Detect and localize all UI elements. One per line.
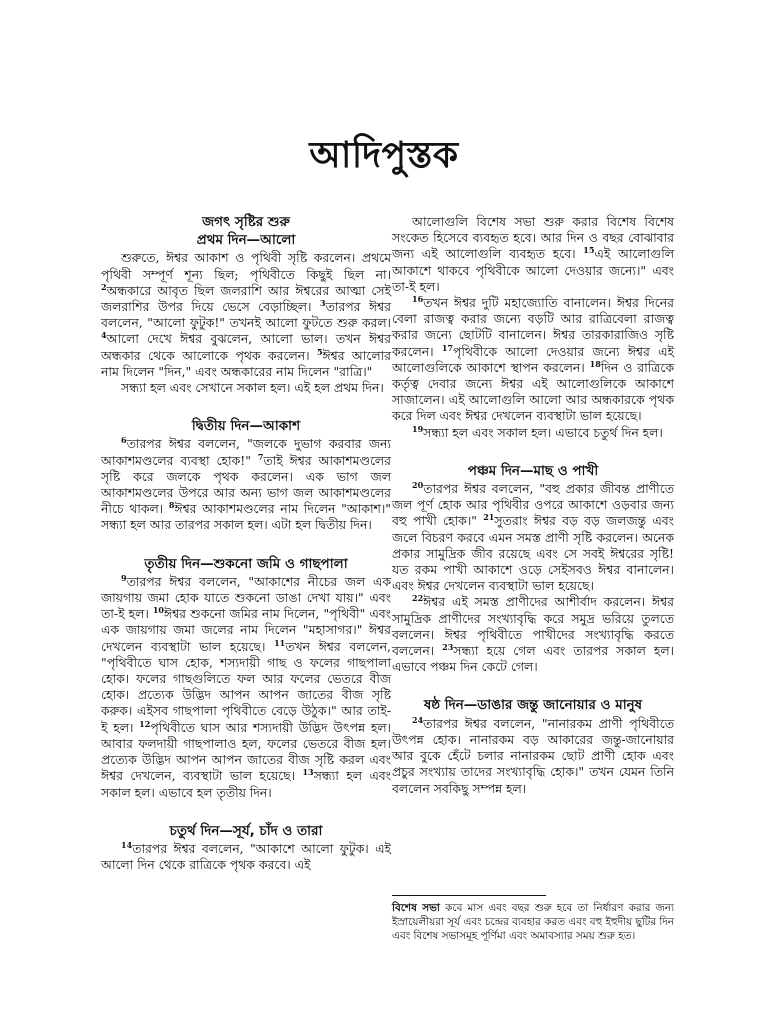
verse-text: সন্ধ্যা হল এবং সেখানে সকাল হল। এই হল প্রথম দিন। [121, 380, 384, 396]
section-heading-day6: ষষ্ঠ দিন—ডাঙার জন্তু জানোয়ার ও মানুষ [423, 697, 643, 714]
verse-text: তাই ঈশ্বর আকাশমণ্ডলের সৃষ্টি করে জলকে পৃথক করলেন। এক ভাগ জল আকাশমণ্ডলের উপরে আর অন্য ভাগ জল আকাশমণ্ডলের নীচে থাকল। [101, 452, 391, 517]
verse-number: 15 [583, 245, 595, 256]
verse-text: ঈশ্বর আকাশমণ্ডলের নাম দিলেন "আকাশ।" সন্ধ্যা হল আর তারপর সকাল হল। এটা হল দ্বিতীয় দিন। [101, 501, 391, 533]
verse-text: আলোগুলি বিশেষ সভা শুরু করার বিশেষ বিশেষ সংকেত হিসেবে ব্যবহৃত হবে। আর দিন ও বছর বোঝাবার জন্য এই আলোগুলি ব্যবহৃত হবে। [392, 214, 674, 262]
verse-text: তারপর ঈশ্বর বললেন, "জলকে দুভাগ করবার জন্য আকাশমণ্ডলের ব্যবস্থা হোক!" [101, 436, 391, 468]
verse-number: 22 [412, 593, 424, 604]
verse-number: 19 [412, 423, 424, 434]
section-day6 [392, 716, 674, 797]
footnote-term: বিশেষ সভা [392, 902, 440, 914]
verse-text: পৃথিবীকে আলো দেওয়ার জন্যে ঈশ্বর এই আলোগুলিকে আকাশে স্থাপন করলেন। [392, 343, 674, 375]
verse-text: সুতরাং ঈশ্বর বড় বড় জলজন্তু এবং জলে বিচরণ করবে এমন সমস্ত প্রাণী সৃষ্টি করলেন। অনেক প্রকার সামুদ্রিক জীব রয়েছে এবং সে সবই ঈশ্বরের সৃষ্টি! যত রকম পাখী আকাশে ওড়ে সেইসবও ঈশ্বর বানালেন। এবং ঈশ্বর দেখলেন ব্যবস্থাটা ভাল হয়েছে। [392, 513, 674, 594]
verse-number: 23 [442, 641, 454, 652]
verse-text: তারপর ঈশ্বর বললেন, "আলো ফুটুক!" তখনই আলো ফুটতে শুরু করল। [101, 299, 391, 331]
page-title: আদিপুস্তক [309, 135, 459, 176]
verse-number: 11 [274, 637, 286, 648]
verse-text: আলো দেখে ঈশ্বর বুঝলেন, আলো ভাল। তখন ঈশ্বর অন্ধকার থেকে আলোকে পৃথক করলেন। [101, 331, 391, 363]
section-day4 [101, 841, 391, 873]
footnote [392, 901, 674, 943]
section-heading-day3: তৃতীয় দিন—শুকনো জমি ও গাছপালা [144, 555, 348, 572]
section-heading-day1: প্রথম দিন—আলো [196, 232, 296, 249]
section-day4-continued [392, 214, 674, 441]
intro-heading: জগৎ সৃষ্টির শুরু [202, 214, 290, 230]
verse-number: 5 [316, 346, 323, 357]
verse-number: 17 [441, 342, 453, 353]
verse-text: শুরুতে, ঈশ্বর আকাশ ও পৃথিবী সৃষ্টি করলেন। প্রথমে পৃথিবী সম্পূর্ণ শূন্য ছিল; পৃথিবীতে কিছুই ছিল না। [101, 250, 391, 282]
verse-text: সন্ধ্যা হয়ে গেল এবং তারপর সকাল হল। এভাবে পঞ্চম দিন কেটে গেল। [392, 643, 674, 675]
verse-number: 4 [101, 330, 107, 341]
verse-text: দিন ও রাত্রিকে কর্তৃত্ব দেবার জন্যে ঈশ্বর এই আলোগুলিকে আকাশে সাজালেন। এই আলোগুলি আলো আর অন্ধকারকে পৃথক করে দিল এবং ঈশ্বর দেখলেন ব্যবস্থাটা ভাল হয়েছে। [392, 359, 674, 424]
footnote-text: কবে মাস এবং বছর শুরু হবে তা নির্ধারণ করার জন্য ইস্রায়েলীয়রা সূর্য এবং চন্দ্রের ব্যবহার করত এবং বহু ইহুদীয় ছুটির দিন এবং বিশেষ সভাসমূহ পূর্ণিমা এবং অমাবস্যার সময় শুরু হত। [392, 902, 674, 942]
paragraph [101, 574, 391, 801]
verse-number: 24 [412, 714, 424, 725]
paragraph [392, 214, 674, 295]
section-day5 [392, 481, 674, 675]
verse-number: 6 [121, 435, 127, 446]
verse-number: 8 [168, 500, 175, 511]
verse-number: 7 [257, 451, 264, 462]
paragraph [392, 716, 674, 797]
section-heading-day4: চতুর্থ দিন—সূর্য, চাঁদ ও তারা [169, 822, 323, 839]
paragraph [392, 594, 674, 675]
verse-text: ঈশ্বর শুকনো জমির নাম দিলেন, "পৃথিবী" এবং এক জায়গায় জমা জলের নাম দিলেন "মহাসাগর।" ঈশ্বর দেখলেন ব্যবস্থাটা ভাল হয়েছে। [101, 606, 392, 654]
paragraph [101, 250, 391, 380]
paragraph [392, 425, 674, 441]
verse-text: ঈশ্বর এই সমস্ত প্রাণীদের আশীর্বাদ করলেন। ঈশ্বর সামুদ্রিক প্রাণীদের সংখ্যাবৃদ্ধি করে সমুদ্র ভরিয়ে তুলতে বললেন। ঈশ্বর পৃথিবীতে পাখীদের সংখ্যাবৃদ্ধি করতে বললেন। [392, 594, 674, 659]
verse-text: অন্ধকারে আবৃত ছিল জলরাশি আর ঈশ্বরের আত্মা সেই জলরাশির উপর দিয়ে ভেসে বেড়াচ্ছিল। [101, 282, 391, 315]
section-heading-day5: পঞ্চম দিন—মাছ ও পাখী [467, 462, 599, 479]
verse-text: সন্ধ্যা হল এবং সকাল হল। এভাবে চতুর্থ দিন হল। [423, 424, 663, 440]
paragraph [392, 481, 674, 594]
right-column [392, 214, 674, 797]
verse-text: তারপর ঈশ্বর বললেন, "বহু প্রকার জীবন্ত প্রাণীতে জল পূর্ণ হোক আর পৃথিবীর ওপরে আকাশে ওড়বার জন্য বহু পাখী হোক।" [392, 481, 674, 529]
section-heading-day2: দ্বিতীয় দিন—আকাশ [191, 418, 301, 435]
verse-number: 9 [121, 572, 127, 583]
verse-number: 21 [483, 512, 495, 523]
left-column [101, 214, 391, 873]
verse-text: এই আলোগুলি আকাশে থাকবে পৃথিবীকে আলো দেওয়ার জন্যে।" এবং তা-ই হল। [392, 246, 674, 294]
verse-text: পৃথিবীতে ঘাস আর শস্যদায়ী উদ্ভিদ উৎপন্ন হল। আবার ফলদায়ী গাছপালাও হল, ফলের ভেতরে বীজ হল। প্রত্যেক উদ্ভিদ আপন আপন জাতের বীজ সৃষ্টি করল এবং ঈশ্বর দেখলেন, ব্যবস্থাটা ভাল হয়েছে। [101, 719, 391, 784]
verse-number: 14 [121, 839, 133, 850]
verse-number: 20 [412, 479, 424, 490]
verse-text: তারপর ঈশ্বর বললেন, "আকাশে আলো ফুটুক। এই আলো দিন থেকে রাত্রিকে পৃথক করবে। এই [101, 840, 391, 873]
verse-text: তারপর ঈশ্বর বললেন, "আকাশের নীচের জল এক জায়গায় জমা হোক যাতে শুকনো ডাঙা দেখা যায়।" এবং তা-ই হল। [101, 573, 391, 622]
verse-number: 13 [302, 767, 314, 778]
verse-text: তখন ঈশ্বর দুটি মহাজ্যোতি বানালেন। ঈশ্বর দিনের বেলা রাজত্ব করার জন্যে বড়টি আর রাত্রিবেলা রাজত্ব করার জন্যে ছোটটি বানালেন। ঈশ্বর তারকারাজিও সৃষ্টি করলেন। [392, 295, 674, 359]
section-day2 [101, 436, 391, 533]
paragraph [101, 436, 391, 533]
verse-number: 10 [152, 605, 164, 616]
verse-text: সন্ধ্যা হল এবং সকাল হল। এভাবে হল তৃতীয় দিন। [101, 768, 391, 800]
verse-number: 12 [139, 718, 151, 729]
verse-text: তারপর ঈশ্বর বললেন, "নানারকম প্রাণী পৃথিবীতে উৎপন্ন হোক। নানারকম বড় আকারের জন্তু-জানোয়ার আর বুকে হেঁটে চলার নানারকম ছোট প্রাণী হোক এবং প্রচুর সংখ্যায় তাদের সংখ্যাবৃদ্ধি হোক।" তখন যেমন তিনি বললেন সবকিছু সম্পন্ন হল। [392, 715, 674, 796]
verse-number: 18 [589, 358, 601, 369]
verse-text: ঈশ্বর আলোর নাম দিলেন "দিন," এবং অন্ধকারের নাম দিলেন "রাত্রি।" [101, 347, 391, 379]
verse-text: তখন ঈশ্বর বললেন, "পৃথিবীতে ঘাস হোক, শস্যদায়ী গাছ ও ফলের গাছপালা হোক। ফলের গাছগুলিতে ফল আর ফলের ভেতরে বীজ হোক। প্রত্যেক উদ্ভিদ আপন আপন জাতের বীজ সৃষ্টি করুক। এইসব গাছপালা পৃথিবীতে বেড়ে উঠুক।" আর তাই-ই হল। [101, 638, 391, 735]
verse-number: 2 [101, 281, 107, 292]
paragraph [101, 380, 391, 396]
section-day3 [101, 574, 391, 801]
paragraph [101, 841, 391, 873]
verse-number: 16 [412, 293, 424, 304]
footnote-divider [392, 895, 546, 896]
paragraph [392, 295, 674, 425]
section-day1 [101, 250, 391, 396]
verse-number: 3 [319, 297, 326, 308]
